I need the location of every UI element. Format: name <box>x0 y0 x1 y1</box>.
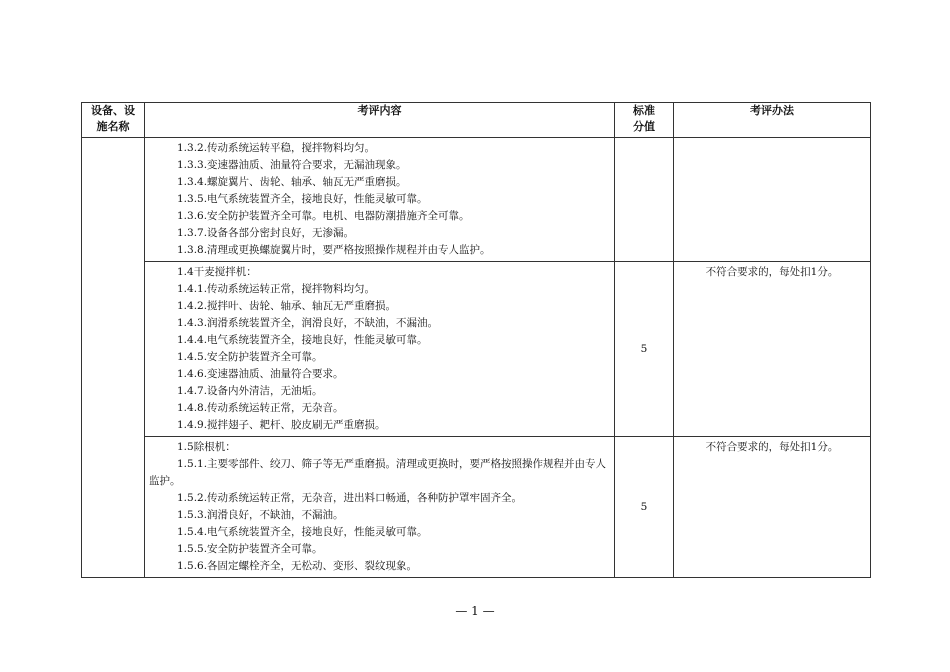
table-row <box>82 437 871 578</box>
content-cell <box>145 138 615 262</box>
header-equipment-name-line1: 设备、设 <box>91 104 135 117</box>
content-line: 1.4.8.传动系统运转正常，无杂音。 <box>177 402 344 414</box>
method-cell: 不符合要求的，每处扣1分。 <box>674 262 871 437</box>
content-line: 1.5.5.安全防护装置齐全可靠。 <box>177 543 323 555</box>
method-cell <box>674 138 871 262</box>
header-content: 考评内容 <box>145 103 615 138</box>
content-line: 1.3.8.清理或更换螺旋翼片时，要严格按照操作规程并由专人监护。 <box>177 244 491 256</box>
score-cell: 5 <box>615 437 674 578</box>
content-line: 1.5.6.各固定螺栓齐全，无松动、变形、裂纹现象。 <box>177 560 418 572</box>
header-score-line2: 分值 <box>633 120 655 133</box>
table-header-row <box>82 103 871 138</box>
header-score <box>615 103 674 138</box>
score-cell: 5 <box>615 262 674 437</box>
content-line: 1.4.6.变速器油质、油量符合要求。 <box>177 368 344 380</box>
evaluation-table <box>81 102 871 578</box>
content-line: 1.3.4.螺旋翼片、齿轮、轴承、轴瓦无严重磨损。 <box>177 176 407 188</box>
content-line: 1.4.5.安全防护装置齐全可靠。 <box>177 351 323 363</box>
content-line: 1.4.9.搅拌翅子、耙杆、胶皮刷无严重磨损。 <box>177 419 386 431</box>
page-number: — 1 — <box>455 604 495 618</box>
content-line: 1.5.3.润滑良好，不缺油，不漏油。 <box>177 509 344 521</box>
content-line: 1.4.4.电气系统装置齐全，接地良好，性能灵敏可靠。 <box>177 334 428 346</box>
header-equipment-name <box>82 103 145 138</box>
content-line: 1.4.2.搅拌叶、齿轮、轴承、轴瓦无严重磨损。 <box>177 300 397 312</box>
table-row <box>82 262 871 437</box>
content-line: 1.3.7.设备各部分密封良好，无渗漏。 <box>177 227 355 239</box>
content-line: 1.5.2.传动系统运转正常，无杂音，进出料口畅通，各种防护罩牢固齐全。 <box>177 492 523 504</box>
content-cell <box>145 262 615 437</box>
method-cell: 不符合要求的，每处扣1分。 <box>674 437 871 578</box>
content-line: 1.5.4.电气系统装置齐全，接地良好，性能灵敏可靠。 <box>177 526 428 538</box>
header-method: 考评办法 <box>674 103 871 138</box>
content-line: 1.4干麦搅拌机： <box>177 266 257 278</box>
content-line: 1.5.1.主要零部件、绞刀、筛子等无严重磨损。清理或更换时，要严格按照操作规程并由专人监护。 <box>149 458 607 487</box>
content-line: 1.3.3.变速器油质、油量符合要求，无漏油现象。 <box>177 159 407 171</box>
equipment-name-cell <box>82 138 145 578</box>
table-row <box>82 138 871 262</box>
content-line: 1.5除根机： <box>177 441 236 453</box>
content-line: 1.4.1.传动系统运转正常，搅拌物料均匀。 <box>177 283 376 295</box>
content-cell <box>145 437 615 578</box>
content-line: 1.3.5.电气系统装置齐全，接地良好，性能灵敏可靠。 <box>177 193 428 205</box>
content-line: 1.4.3.润滑系统装置齐全，润滑良好，不缺油，不漏油。 <box>177 317 439 329</box>
content-line: 1.4.7.设备内外清洁，无油垢。 <box>177 385 323 397</box>
content-line: 1.3.6.安全防护装置齐全可靠。电机、电器防潮措施齐全可靠。 <box>177 210 470 222</box>
content-line: 1.3.2.传动系统运转平稳，搅拌物料均匀。 <box>177 142 376 154</box>
header-equipment-name-line2: 施名称 <box>96 120 130 133</box>
score-cell <box>615 138 674 262</box>
header-score-line1: 标准 <box>633 104 655 117</box>
